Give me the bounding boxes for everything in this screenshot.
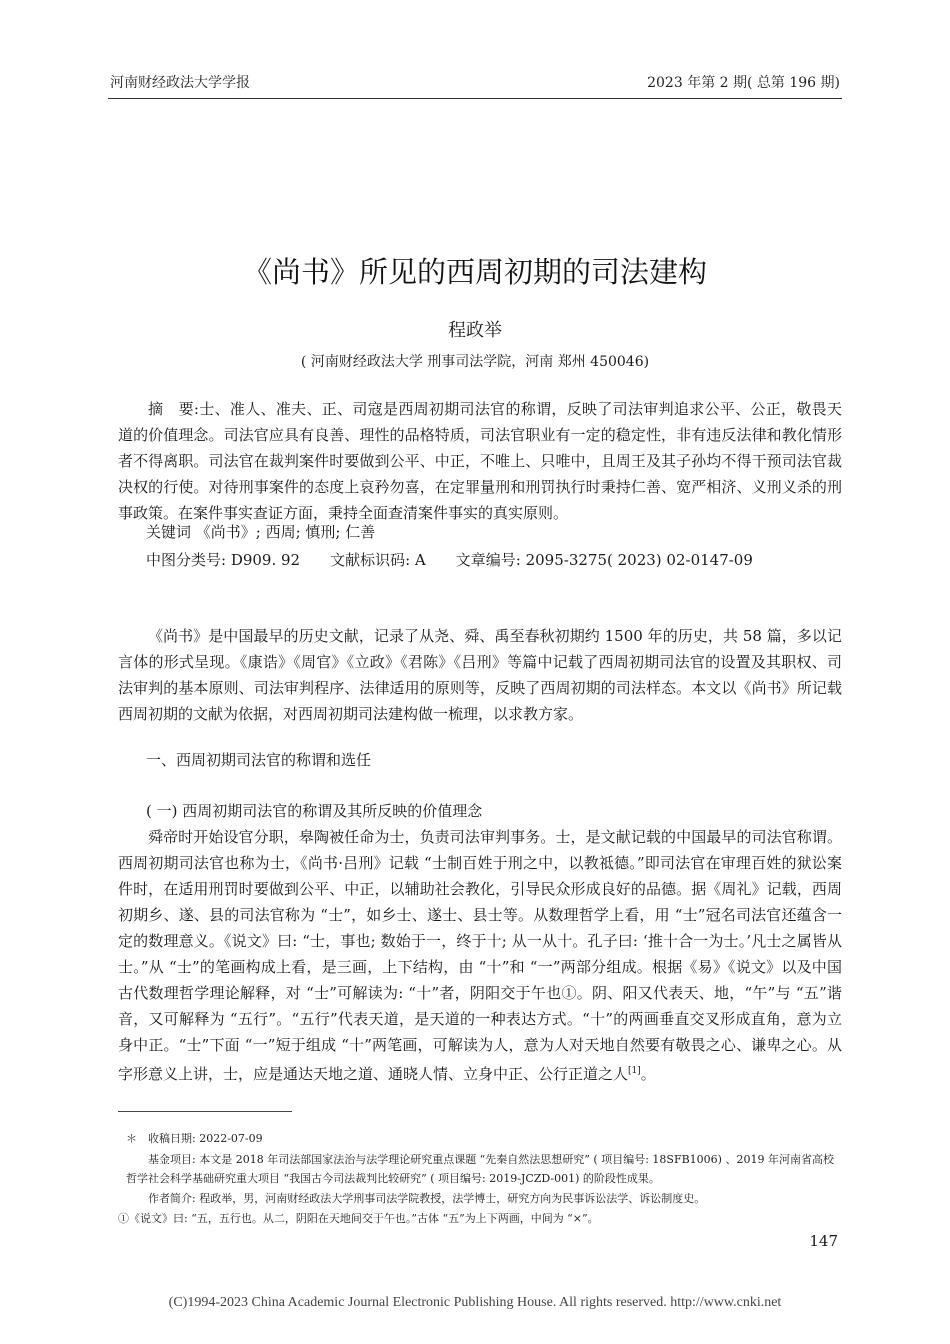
paragraph-end: 。 bbox=[640, 1065, 656, 1083]
header-rule bbox=[108, 98, 842, 99]
footnote-rule bbox=[118, 1111, 292, 1112]
abstract-label: 摘 要: bbox=[148, 400, 199, 418]
article-title: 《尚书》所见的西周初期的司法建构 bbox=[242, 255, 707, 289]
abstract-text: 士、准人、准夫、正、司寇是西周初期司法官的称谓，反映了司法审判追求公平、公正，敬畏天道的价值理念。司法官应具有良善、理性的品格特质，司法官职业有一定的稳定性，非有违反法律和教化情形者不得离职。司法官在裁判案件时要做到公平、中正，不唯上、只唯中，且周王及其子孙均不得干预司法官裁决权的行使。对待刑事案件的态度上哀矜勿喜，在定罪量刑和刑罚执行时秉持仁善、宽严相济、义刑义杀的刑事政策。在案件事实查证方面，秉持全面查清案件事实的真实原则。 bbox=[118, 400, 842, 522]
page-number: 147 bbox=[809, 1232, 838, 1250]
article-author: 程政举 bbox=[448, 320, 502, 341]
author-affiliation: ( 河南财经政法大学 刑事司法学院，河南 郑州 450046) bbox=[300, 354, 650, 370]
footnote-note-1: ①《说文》曰: “五，五行也。从二，阴阳在天地间交于午也。”古体 “五”为上下两画，中间为 “×”。 bbox=[118, 1212, 599, 1225]
abstract bbox=[118, 396, 842, 526]
journal-name: 河南财经政法大学学报 bbox=[110, 75, 250, 91]
footnote-author-bio: 作者简介: 程政举，男，河南财经政法大学刑事司法学院教授，法学博士，研究方向为民事诉讼法学、诉讼制度史。 bbox=[148, 1192, 706, 1205]
citation-ref[interactable]: [1] bbox=[628, 1066, 641, 1076]
footnote-received: ＊ 收稿日期: 2022-07-09 bbox=[126, 1132, 263, 1145]
subsection-heading: ( 一) 西周初期司法官的称谓及其所反映的价值理念 bbox=[146, 802, 483, 820]
classification-codes: 中图分类号: D909. 92 文献标识码: A 文章编号: 2095-3275( 2023) 02-0147-09 bbox=[146, 551, 753, 569]
section-heading: 一、西周初期司法官的称谓和选任 bbox=[146, 751, 372, 769]
paragraph-text: 舜帝时开始设官分职，皋陶被任命为士，负责司法审判事务。士，是文献记载的中国最早的司法官称谓。西周初期司法官也称为士，《尚书·吕刑》记载 “士制百姓于刑之中，以教祗德。”即司法官在审理百姓的狱讼案件时，在适用刑罚时要做到公平、中正，以辅助社会教化，引导民众形成良好的品德。据《周礼》记载，西周初期乡、遂、县的司法官称为 “士”，如乡士、遂士、县士等。从数理哲学上看，用 “士”冠名司法官还蕴含一定的数理意义。《说文》曰: “士，事也; 数始于一，终于十; 从一从十。孔子曰: ‘推十合一为士。’凡士之属皆从士。”从 “士”的笔画构成上看，是三画，上下结构，由 “十”和 “一”两部分组成。根据《易》《说文》以及中国古代数理哲学理论解释，对 “士”可解读为: “十”者，阴阳交于午也①。阴、阳又代表天、地，“午”与 “五”谐音，又可解释为 “五行”。“五行”代表天道，是天道的一种表达方式。“十”的两画垂直交叉形成直角，意为立身中正。“士”下面 “一”短于组成 “十”两笔画，可解读为人，意为人对天地自然要有敬畏之心、谦卑之心。从字形意义上讲，士，应是通达天地之道、通晓人情、立身中正、公行正道之人 bbox=[118, 828, 842, 1083]
copyright-notice: (C)1994-2023 China Academic Journal Electronic Publishing House. All rights reserved. http://www.cnki.net bbox=[168, 1295, 782, 1310]
issue-info: 2023 年第 2 期( 总第 196 期) bbox=[647, 75, 840, 91]
keywords: 关键词 《尚书》; 西周; 慎刑; 仁善 bbox=[146, 523, 376, 541]
intro-paragraph: 《尚书》是中国最早的历史文献，记录了从尧、舜、禹至春秋初期约 1500 年的历史，共 58 篇，多以记言体的形式呈现。《康诰》《周官》《立政》《君陈》《吕刑》等篇中记载了西周初期司法官的设置及其职权、司法审判的基本原则、司法审判程序、法律适用的原则等，反映了西周初期的司法样态。本文以《尚书》所记载西周初期的文献为依据，对西周初期司法建构做一梳理，以求教方家。 bbox=[118, 627, 842, 723]
body-paragraph bbox=[118, 824, 842, 1087]
footnote-funding: 基金项目: 本文是 2018 年司法部国家法治与法学理论研究重点课题 “先秦自然法思想研究” ( 项目编号: 18SFB1006) 、2019 年河南省高校哲学社会科学基础研究重大项目 “我国古今司法裁判比较研究” ( 项目编号: 2019-JCZD-001) 的阶段性成果。 bbox=[126, 1153, 834, 1185]
